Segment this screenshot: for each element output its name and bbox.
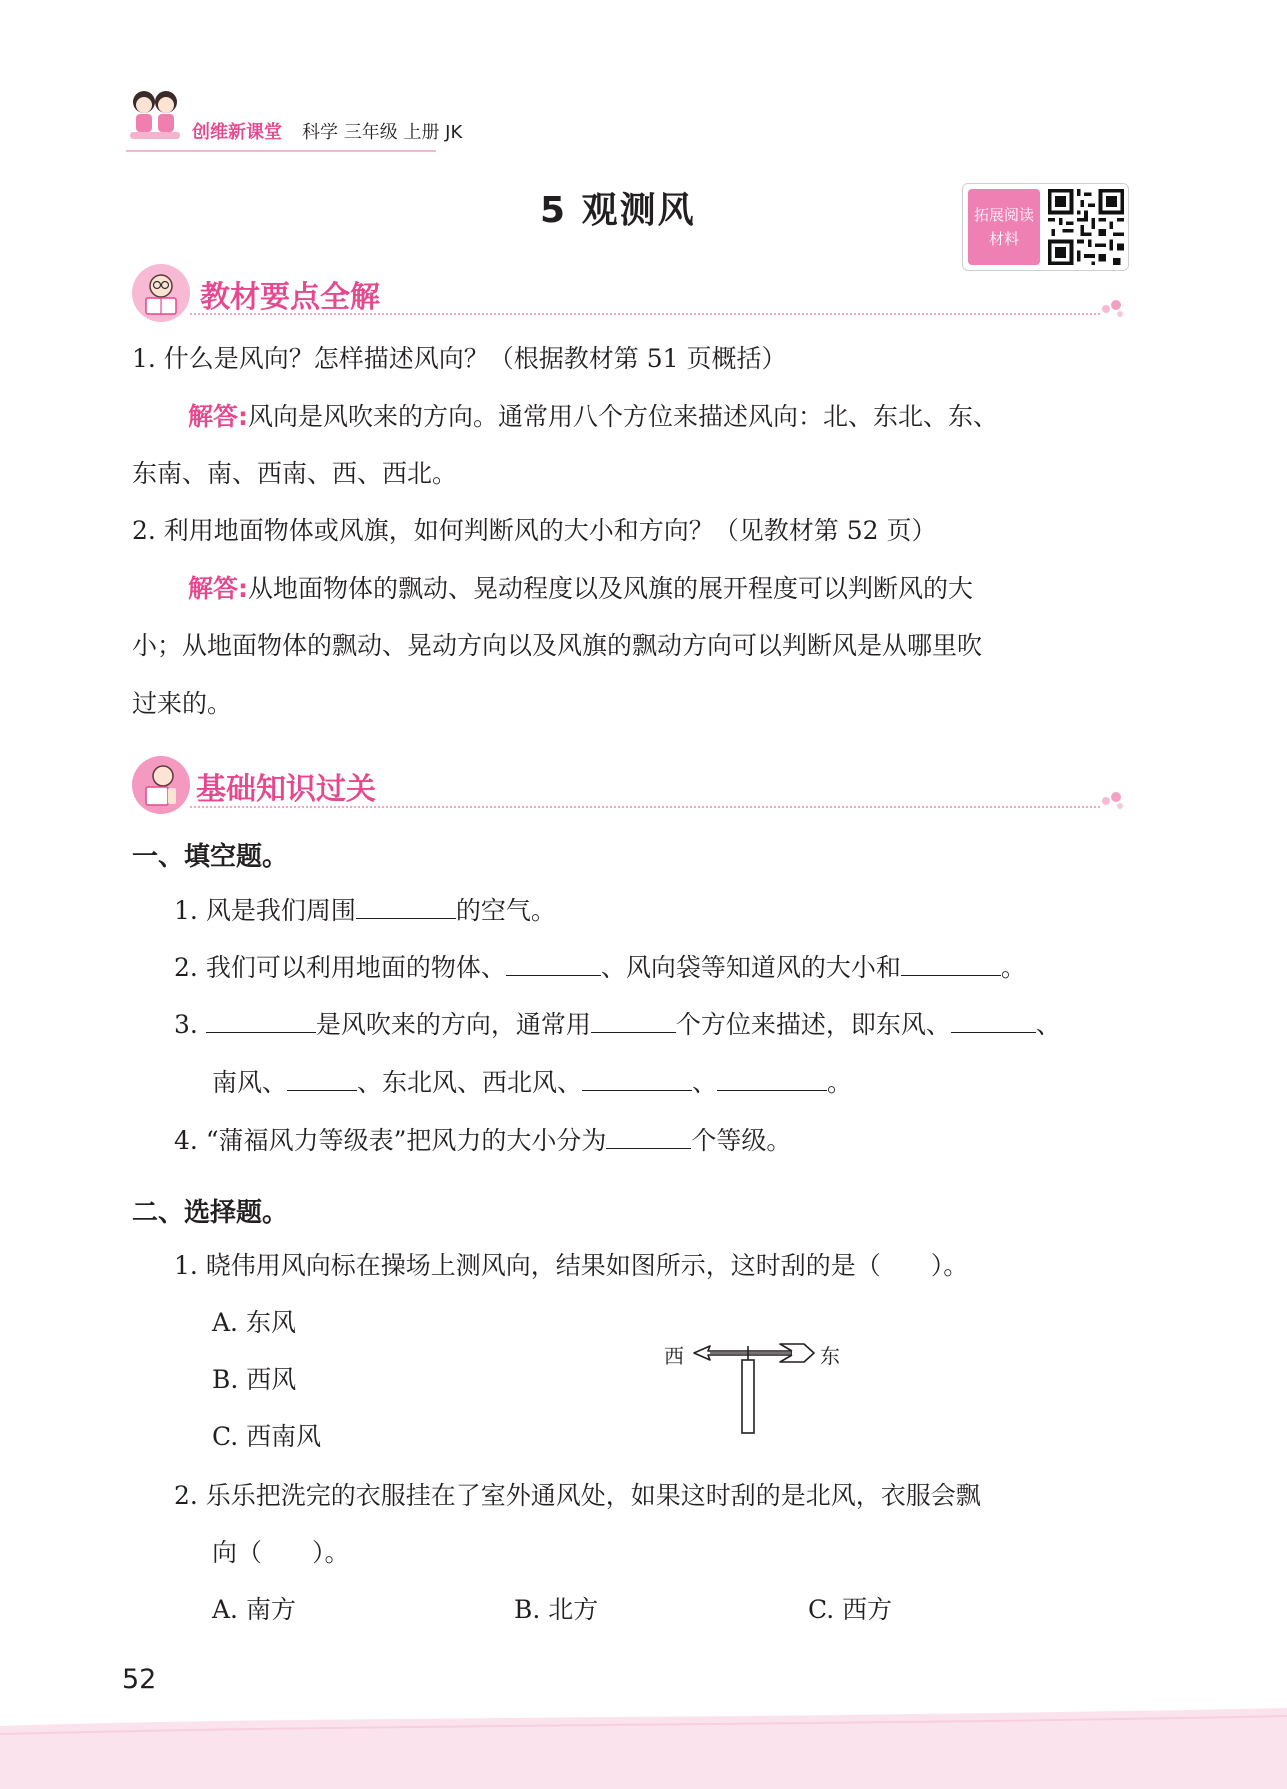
answer-blank[interactable]	[356, 894, 456, 919]
decorative-dots-icon	[1100, 298, 1126, 320]
qr-label-line1: 拓展阅读	[973, 206, 1034, 224]
figure-label-west: 西	[664, 1344, 684, 1368]
answer-blank[interactable]	[901, 951, 1001, 976]
question-2: 2. 利用地面物体或风旗，如何判断风的大小和方向？（见教材第 52 页）	[132, 516, 937, 545]
decorative-dots-icon	[1100, 790, 1126, 812]
item-text: 、	[692, 1068, 718, 1097]
item-number: 3.	[174, 1010, 198, 1039]
qr-label-line2: 材料	[988, 230, 1019, 248]
item-text: 的空气。	[455, 896, 556, 925]
answer-text: 风向是风吹来的方向。通常用八个方位来描述风向：北、东北、东、	[248, 402, 999, 431]
choice-1-stem: 1. 晓伟用风向标在操场上测风向，结果如图所示，这时刮的是（ ）。	[174, 1251, 969, 1280]
fill-item-3	[174, 1008, 1061, 1041]
answer-blank[interactable]	[287, 1066, 357, 1091]
section-divider	[190, 806, 1100, 808]
section-student-icon	[130, 754, 192, 816]
answer-2-line2: 小；从地面物体的飘动、晃动方向以及风旗的飘动方向可以判断风是从哪里吹	[132, 631, 983, 660]
choice-2-option-c[interactable]: C. 西方	[808, 1595, 893, 1624]
page-number: 52	[122, 1664, 157, 1695]
item-text: 南风、	[212, 1068, 288, 1097]
item-number: 2.	[174, 953, 198, 982]
footer-band	[0, 1708, 1287, 1789]
item-text: 、风向袋等知道风的大小和	[600, 953, 901, 982]
section-divider	[190, 313, 1100, 315]
answer-blank[interactable]	[951, 1008, 1036, 1033]
item-text: 、	[1035, 1010, 1061, 1039]
fill-item-1	[174, 894, 556, 927]
answer-blank[interactable]	[717, 1066, 827, 1091]
item-text: 个等级。	[691, 1126, 792, 1155]
multiple-choice-heading: 二、选择题。	[132, 1198, 289, 1228]
answer-label: 解答:	[188, 402, 248, 431]
lesson-title: 5 观测风	[540, 190, 696, 231]
mascot-kids-logo	[124, 86, 186, 148]
choice-1-option-b[interactable]: B. 西风	[212, 1365, 297, 1394]
choice-2-option-b[interactable]: B. 北方	[514, 1595, 599, 1624]
choice-1-option-c[interactable]: C. 西南风	[212, 1422, 322, 1451]
answer-2-line1	[188, 573, 973, 605]
item-text: 。	[1000, 953, 1026, 982]
item-text: 是风吹来的方向，通常用	[315, 1010, 591, 1039]
fill-item-4	[174, 1124, 791, 1157]
qr-code-icon[interactable]	[1048, 189, 1124, 265]
answer-blank[interactable]	[606, 1124, 691, 1149]
item-number: 1.	[174, 896, 198, 925]
choice-2-stem-line1: 2. 乐乐把洗完的衣服挂在了室外通风处，如果这时刮的是北风，衣服会飘	[174, 1481, 981, 1510]
answer-blank[interactable]	[591, 1008, 676, 1033]
item-text: 、东北风、西北风、	[357, 1068, 583, 1097]
answer-blank[interactable]	[506, 951, 601, 976]
header-divider	[126, 150, 436, 152]
answer-1-line2: 东南、南、西南、西、西北。	[132, 459, 458, 488]
figure-label-east: 东	[820, 1344, 840, 1368]
header-brand: 创维新课堂	[192, 122, 282, 143]
section-title-key-points: 教材要点全解	[200, 280, 380, 315]
item-text: 个方位来描述，即东风、	[675, 1010, 951, 1039]
item-text: 。	[827, 1068, 853, 1097]
item-number: 4.	[174, 1126, 198, 1155]
fill-item-2	[174, 951, 1026, 984]
answer-1-line1	[188, 401, 998, 433]
item-text: 我们可以利用地面的物体、	[205, 953, 506, 982]
answer-text: 从地面物体的飘动、晃动程度以及风旗的展开程度可以判断风的大	[248, 574, 974, 603]
answer-blank[interactable]	[206, 1008, 316, 1033]
answer-blank[interactable]	[582, 1066, 692, 1091]
question-1: 1. 什么是风向？怎样描述风向？（根据教材第 51 页概括）	[132, 344, 787, 373]
answer-2-line3: 过来的。	[132, 689, 233, 718]
section-title-basics: 基础知识过关	[196, 772, 376, 807]
answer-label: 解答:	[188, 574, 248, 603]
fill-item-3-continued	[212, 1066, 852, 1099]
choice-2-stem-line2: 向（ ）。	[212, 1538, 350, 1567]
item-text: 风是我们周围	[205, 896, 356, 925]
header-subject-line: 科学 三年级 上册 JK	[302, 122, 463, 143]
section-reader-icon	[130, 262, 192, 324]
wind-vane-icon	[692, 1340, 818, 1436]
item-text: “蒲福风力等级表”把风力的大小分为	[205, 1126, 607, 1155]
choice-2-option-a[interactable]: A. 南方	[212, 1595, 296, 1624]
extended-reading-label	[968, 189, 1040, 265]
choice-1-option-a[interactable]: A. 东风	[212, 1308, 296, 1337]
wind-vane-figure	[660, 1340, 848, 1436]
fill-in-heading: 一、填空题。	[132, 842, 289, 872]
